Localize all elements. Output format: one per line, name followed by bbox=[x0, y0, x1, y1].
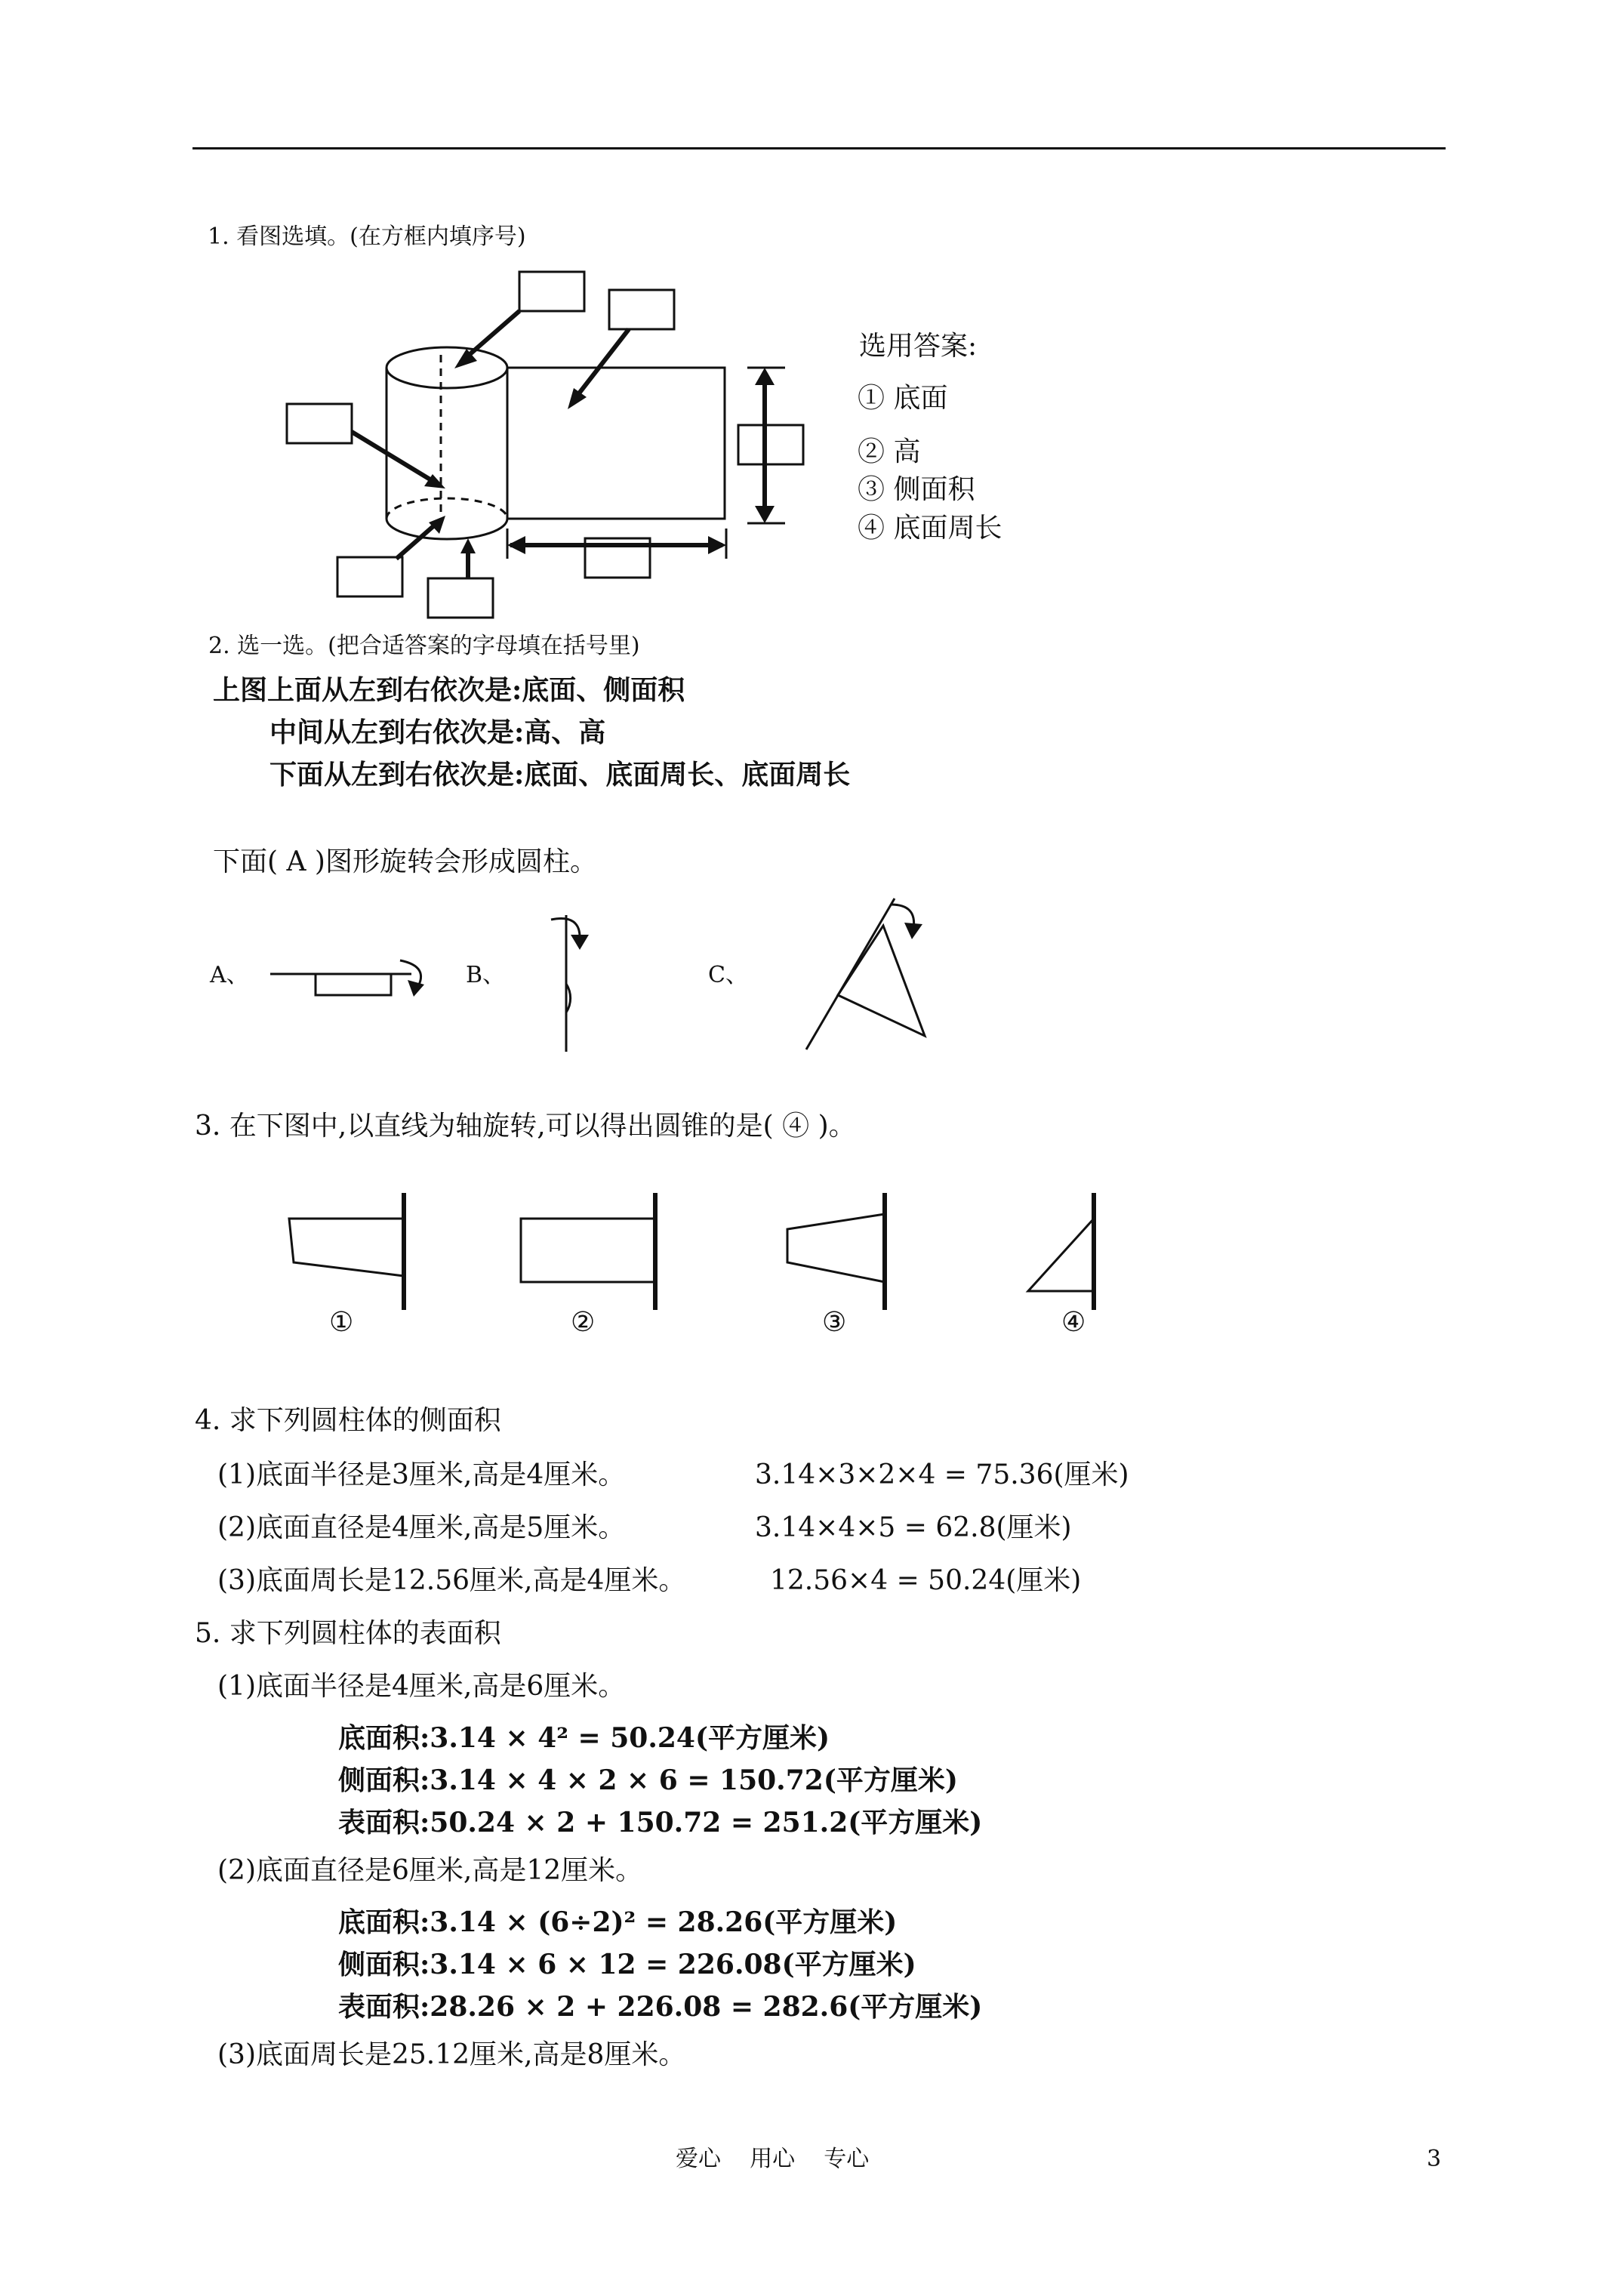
q5-part-3: (3)底面周长是25.12厘米,高是8厘米。 bbox=[217, 2039, 686, 2070]
q3-rotation-figures bbox=[279, 1185, 1110, 1321]
q1-answer-box-top-right[interactable] bbox=[609, 290, 674, 329]
q2-rotation-figures bbox=[264, 891, 944, 1065]
figure-c bbox=[806, 898, 925, 1049]
q5-part-1: (1)底面半径是4厘米,高是6厘米。 bbox=[217, 1671, 626, 1702]
q4-item-1: (1)底面半径是3厘米,高是4厘米。 bbox=[217, 1459, 626, 1490]
header-rule bbox=[192, 147, 1446, 149]
q2-answer-line-3: 下面从左到右依次是:底面、底面周长、底面周长 bbox=[269, 759, 851, 791]
page-number: 3 bbox=[1427, 2146, 1442, 2172]
q2-question: 下面( A )图形旋转会形成圆柱。 bbox=[213, 846, 597, 877]
q1-cylinder-figure bbox=[279, 272, 808, 627]
q5-part-2: (2)底面直径是6厘米,高是12厘米。 bbox=[217, 1855, 643, 1886]
q3-figure-3 bbox=[787, 1193, 885, 1310]
q5-part-1-line-3: 表面积:50.24 × 2 + 150.72 = 251.2(平方厘米) bbox=[338, 1807, 983, 1838]
q1-option-3: ③ 侧面积 bbox=[858, 474, 975, 505]
q5-part-2-line-3: 表面积:28.26 × 2 + 226.08 = 282.6(平方厘米) bbox=[338, 1991, 983, 2023]
q5-part-2-line-1: 底面积:3.14 × (6÷2)² = 28.26(平方厘米) bbox=[338, 1906, 898, 1938]
footer-motto: 爱心 用心 专心 bbox=[676, 2146, 870, 2172]
q1-answer-box-mid-right[interactable] bbox=[738, 425, 803, 464]
q4-item-3: (3)底面周长是12.56厘米,高是4厘米。 bbox=[217, 1565, 686, 1596]
q5-part-2-line-2: 侧面积:3.14 × 6 × 12 = 226.08(平方厘米) bbox=[338, 1949, 916, 1980]
q3-figure-1 bbox=[289, 1193, 404, 1310]
q1-options-title: 选用答案: bbox=[859, 331, 978, 362]
q4-item-2-answer: 3.14×4×5 = 62.8(厘米) bbox=[755, 1512, 1072, 1543]
q2-label-a: A、 bbox=[210, 962, 249, 988]
unrolled-lateral-rectangle bbox=[507, 368, 725, 519]
figure-b bbox=[551, 915, 589, 1052]
q5-title: 5. 求下列圆柱体的表面积 bbox=[195, 1618, 501, 1649]
q1-answer-box-bottom-left[interactable] bbox=[337, 557, 402, 596]
q1-answer-box-top-left[interactable] bbox=[519, 272, 584, 311]
q2-label-b: B、 bbox=[466, 962, 506, 988]
q3-label-2: ② bbox=[571, 1307, 596, 1338]
q3-figure-4 bbox=[1028, 1193, 1094, 1310]
q1-title: 1. 看图选填。(在方框内填序号) bbox=[208, 223, 526, 250]
q3-figure-2 bbox=[521, 1193, 655, 1310]
figure-a bbox=[270, 960, 424, 997]
q5-part-1-line-1: 底面积:3.14 × 4² = 50.24(平方厘米) bbox=[338, 1722, 830, 1754]
q1-option-2: ② 高 bbox=[858, 436, 921, 467]
q1-option-4: ④ 底面周长 bbox=[858, 513, 1002, 544]
q5-part-1-line-2: 侧面积:3.14 × 4 × 2 × 6 = 150.72(平方厘米) bbox=[338, 1764, 958, 1796]
q3-title: 3. 在下图中,以直线为轴旋转,可以得出圆锥的是( ④ )。 bbox=[195, 1111, 856, 1142]
q3-label-4: ④ bbox=[1061, 1307, 1086, 1338]
q3-label-1: ① bbox=[329, 1307, 354, 1338]
q2-answer-line-1: 上图上面从左到右依次是:底面、侧面积 bbox=[213, 674, 685, 706]
q4-item-2: (2)底面直径是4厘米,高是5厘米。 bbox=[217, 1512, 626, 1543]
q4-title: 4. 求下列圆柱体的侧面积 bbox=[195, 1405, 501, 1436]
q2-label-c: C、 bbox=[708, 962, 748, 988]
q1-answer-box-bottom-center[interactable] bbox=[428, 578, 493, 618]
q1-option-1: ① 底面 bbox=[858, 383, 948, 414]
q2-answer-line-2: 中间从左到右依次是:高、高 bbox=[269, 717, 606, 748]
q3-label-3: ③ bbox=[822, 1307, 847, 1338]
q4-item-1-answer: 3.14×3×2×4 = 75.36(厘米) bbox=[755, 1459, 1129, 1490]
q2-title: 2. 选一选。(把合适答案的字母填在括号里) bbox=[208, 633, 640, 659]
cylinder-shape bbox=[387, 347, 507, 539]
q4-item-3-answer: 12.56×4 = 50.24(厘米) bbox=[770, 1565, 1082, 1596]
q1-answer-box-mid-left[interactable] bbox=[287, 404, 352, 443]
